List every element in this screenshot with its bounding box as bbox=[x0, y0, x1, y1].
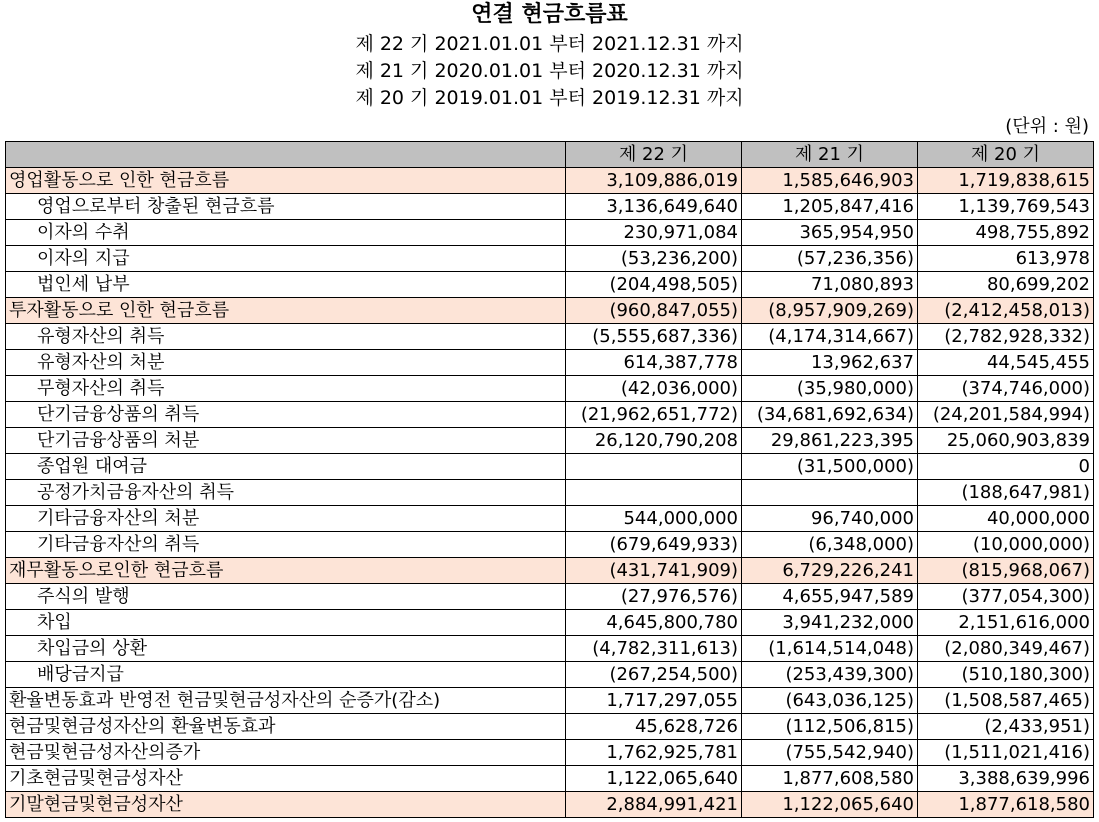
row-label: 법인세 납부 bbox=[6, 272, 566, 298]
amount-cell: 1,877,608,580 bbox=[742, 766, 918, 792]
table-row bbox=[6, 610, 1094, 636]
amount-cell: 1,762,925,781 bbox=[566, 740, 742, 766]
amount-cell: 614,387,778 bbox=[566, 350, 742, 376]
amount-cell: (1,614,514,048) bbox=[742, 636, 918, 662]
row-label: 단기금융상품의 처분 bbox=[6, 428, 566, 454]
amount-cell: (188,647,981) bbox=[918, 480, 1094, 506]
row-label: 배당금지급 bbox=[6, 662, 566, 688]
amount-cell: (34,681,692,634) bbox=[742, 402, 918, 428]
amount-cell: (2,433,951) bbox=[918, 714, 1094, 740]
row-label: 영업활동으로 인한 현금흐름 bbox=[6, 168, 566, 194]
column-header bbox=[6, 142, 566, 168]
amount-cell: 3,941,232,000 bbox=[742, 610, 918, 636]
amount-cell: (374,746,000) bbox=[918, 376, 1094, 402]
amount-cell: (21,962,651,772) bbox=[566, 402, 742, 428]
table-row bbox=[6, 688, 1094, 714]
table-row bbox=[6, 532, 1094, 558]
table-row bbox=[6, 428, 1094, 454]
row-label: 현금및현금성자산의증가 bbox=[6, 740, 566, 766]
unit-label: (단위 : 원) bbox=[1005, 116, 1089, 137]
amount-cell: 80,699,202 bbox=[918, 272, 1094, 298]
amount-cell: (204,498,505) bbox=[566, 272, 742, 298]
table-row bbox=[6, 662, 1094, 688]
table-row bbox=[6, 220, 1094, 246]
amount-cell: 230,971,084 bbox=[566, 220, 742, 246]
amount-cell: (643,036,125) bbox=[742, 688, 918, 714]
column-header: 제 20 기 bbox=[918, 142, 1094, 168]
amount-cell bbox=[566, 480, 742, 506]
table-row bbox=[6, 298, 1094, 324]
amount-cell: 1,205,847,416 bbox=[742, 194, 918, 220]
amount-cell: (8,957,909,269) bbox=[742, 298, 918, 324]
table-row bbox=[6, 506, 1094, 532]
row-label: 종업원 대여금 bbox=[6, 454, 566, 480]
amount-cell: 44,545,455 bbox=[918, 350, 1094, 376]
row-label: 영업으로부터 창출된 현금흐름 bbox=[6, 194, 566, 220]
amount-cell: (57,236,356) bbox=[742, 246, 918, 272]
table-row bbox=[6, 324, 1094, 350]
amount-cell: 0 bbox=[918, 454, 1094, 480]
amount-cell: 6,729,226,241 bbox=[742, 558, 918, 584]
amount-cell: 1,717,297,055 bbox=[566, 688, 742, 714]
column-header: 제 21 기 bbox=[742, 142, 918, 168]
table-row bbox=[6, 584, 1094, 610]
amount-cell: (815,968,067) bbox=[918, 558, 1094, 584]
amount-cell: 25,060,903,839 bbox=[918, 428, 1094, 454]
row-label: 현금및현금성자산의 환율변동효과 bbox=[6, 714, 566, 740]
table-row bbox=[6, 454, 1094, 480]
table-row bbox=[6, 168, 1094, 194]
row-label: 이자의 지급 bbox=[6, 246, 566, 272]
table-row bbox=[6, 376, 1094, 402]
statement-title: 연결 현금흐름표 bbox=[471, 2, 628, 27]
amount-cell: (35,980,000) bbox=[742, 376, 918, 402]
amount-cell: 96,740,000 bbox=[742, 506, 918, 532]
amount-cell: 3,388,639,996 bbox=[918, 766, 1094, 792]
amount-cell: 1,585,646,903 bbox=[742, 168, 918, 194]
amount-cell: (1,511,021,416) bbox=[918, 740, 1094, 766]
amount-cell: 13,962,637 bbox=[742, 350, 918, 376]
table-row bbox=[6, 272, 1094, 298]
amount-cell: 365,954,950 bbox=[742, 220, 918, 246]
table-row bbox=[6, 402, 1094, 428]
amount-cell: 26,120,790,208 bbox=[566, 428, 742, 454]
amount-cell bbox=[742, 480, 918, 506]
amount-cell: (31,500,000) bbox=[742, 454, 918, 480]
amount-cell: (755,542,940) bbox=[742, 740, 918, 766]
amount-cell: 1,139,769,543 bbox=[918, 194, 1094, 220]
amount-cell: 3,136,649,640 bbox=[566, 194, 742, 220]
amount-cell: 3,109,886,019 bbox=[566, 168, 742, 194]
table-row bbox=[6, 480, 1094, 506]
amount-cell: (6,348,000) bbox=[742, 532, 918, 558]
amount-cell: (510,180,300) bbox=[918, 662, 1094, 688]
row-label: 주식의 발행 bbox=[6, 584, 566, 610]
row-label: 공정가치금융자산의 취득 bbox=[6, 480, 566, 506]
amount-cell: 1,122,065,640 bbox=[742, 792, 918, 818]
row-label: 이자의 수취 bbox=[6, 220, 566, 246]
period-line: 제 20 기 2019.01.01 부터 2019.12.31 까지 bbox=[355, 87, 744, 109]
amount-cell: (1,508,587,465) bbox=[918, 688, 1094, 714]
amount-cell: (2,782,928,332) bbox=[918, 324, 1094, 350]
row-label: 환율변동효과 반영전 현금및현금성자산의 순증가(감소) bbox=[6, 688, 566, 714]
table-row bbox=[6, 194, 1094, 220]
amount-cell: 498,755,892 bbox=[918, 220, 1094, 246]
table-row bbox=[6, 740, 1094, 766]
amount-cell: 71,080,893 bbox=[742, 272, 918, 298]
amount-cell: (679,649,933) bbox=[566, 532, 742, 558]
amount-cell: 4,645,800,780 bbox=[566, 610, 742, 636]
table-row bbox=[6, 350, 1094, 376]
period-line: 제 21 기 2020.01.01 부터 2020.12.31 까지 bbox=[355, 60, 744, 82]
amount-cell: 1,877,618,580 bbox=[918, 792, 1094, 818]
amount-cell: 40,000,000 bbox=[918, 506, 1094, 532]
row-label: 기말현금및현금성자산 bbox=[6, 792, 566, 818]
row-label: 기타금융자산의 취득 bbox=[6, 532, 566, 558]
amount-cell: (431,741,909) bbox=[566, 558, 742, 584]
amount-cell: (4,782,311,613) bbox=[566, 636, 742, 662]
amount-cell: (24,201,584,994) bbox=[918, 402, 1094, 428]
amount-cell: (27,976,576) bbox=[566, 584, 742, 610]
amount-cell: (112,506,815) bbox=[742, 714, 918, 740]
period-line: 제 22 기 2021.01.01 부터 2021.12.31 까지 bbox=[355, 33, 744, 55]
cash-flow-table bbox=[5, 141, 1094, 818]
amount-cell bbox=[566, 454, 742, 480]
row-label: 무형자산의 취득 bbox=[6, 376, 566, 402]
amount-cell: 45,628,726 bbox=[566, 714, 742, 740]
amount-cell: 29,861,223,395 bbox=[742, 428, 918, 454]
amount-cell: (2,080,349,467) bbox=[918, 636, 1094, 662]
amount-cell: (53,236,200) bbox=[566, 246, 742, 272]
amount-cell: (42,036,000) bbox=[566, 376, 742, 402]
table-row bbox=[6, 558, 1094, 584]
row-label: 유형자산의 처분 bbox=[6, 350, 566, 376]
amount-cell: (5,555,687,336) bbox=[566, 324, 742, 350]
amount-cell: 2,151,616,000 bbox=[918, 610, 1094, 636]
amount-cell: (4,174,314,667) bbox=[742, 324, 918, 350]
row-label: 투자활동으로 인한 현금흐름 bbox=[6, 298, 566, 324]
row-label: 기초현금및현금성자산 bbox=[6, 766, 566, 792]
table-header-row bbox=[6, 142, 1094, 168]
amount-cell: 4,655,947,589 bbox=[742, 584, 918, 610]
amount-cell: (2,412,458,013) bbox=[918, 298, 1094, 324]
row-label: 단기금융상품의 취득 bbox=[6, 402, 566, 428]
amount-cell: (960,847,055) bbox=[566, 298, 742, 324]
amount-cell: (267,254,500) bbox=[566, 662, 742, 688]
row-label: 차입 bbox=[6, 610, 566, 636]
amount-cell: (377,054,300) bbox=[918, 584, 1094, 610]
table-row bbox=[6, 766, 1094, 792]
column-header: 제 22 기 bbox=[566, 142, 742, 168]
amount-cell: 2,884,991,421 bbox=[566, 792, 742, 818]
amount-cell: 1,122,065,640 bbox=[566, 766, 742, 792]
table-row bbox=[6, 714, 1094, 740]
amount-cell: (10,000,000) bbox=[918, 532, 1094, 558]
row-label: 재무활동으로인한 현금흐름 bbox=[6, 558, 566, 584]
amount-cell: (253,439,300) bbox=[742, 662, 918, 688]
amount-cell: 544,000,000 bbox=[566, 506, 742, 532]
row-label: 유형자산의 취득 bbox=[6, 324, 566, 350]
table-row bbox=[6, 792, 1094, 818]
table-row bbox=[6, 636, 1094, 662]
row-label: 기타금융자산의 처분 bbox=[6, 506, 566, 532]
row-label: 차입금의 상환 bbox=[6, 636, 566, 662]
amount-cell: 1,719,838,615 bbox=[918, 168, 1094, 194]
table-row bbox=[6, 246, 1094, 272]
amount-cell: 613,978 bbox=[918, 246, 1094, 272]
